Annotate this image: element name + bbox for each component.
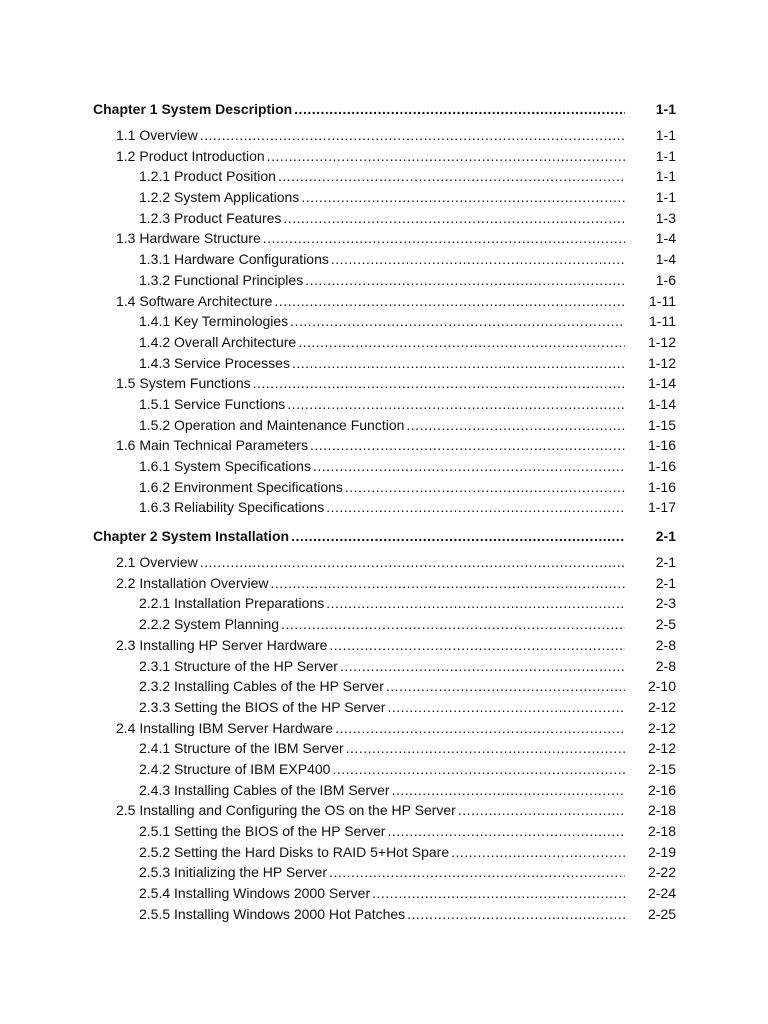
toc-entry-row (139, 759, 625, 780)
toc-entry-row (139, 249, 625, 270)
dot-leader (290, 311, 625, 332)
toc-entry-title: 2.2.2 System Planning (139, 616, 280, 633)
toc-entry-row (139, 883, 625, 904)
toc-entry-title: 2.5.2 Setting the Hard Disks to RAID 5+Hot Spare (139, 843, 450, 860)
toc-entry[interactable] (0, 821, 768, 842)
toc-entry[interactable] (0, 697, 768, 718)
toc-entry-title: 2.3 Installing HP Server Hardware (116, 636, 328, 653)
toc-entry[interactable] (0, 552, 768, 573)
toc-entry-title: 1.5.1 Service Functions (139, 395, 286, 412)
toc-entry-page-number: 1-11 (649, 313, 676, 330)
toc-entry-title: 1.3.2 Functional Principles (139, 271, 304, 288)
toc-entry-page-number: 2-10 (647, 678, 676, 695)
toc-entry-page-number: 1-12 (647, 354, 676, 371)
toc-entry-title: 2.3.1 Structure of the HP Server (139, 657, 338, 674)
toc-entry-row (116, 635, 625, 656)
toc-entry-row (139, 477, 625, 498)
toc-entry-row (139, 311, 625, 332)
toc-entry-row (139, 497, 625, 518)
toc-entry-row (139, 415, 625, 436)
toc-entry-row (116, 228, 625, 249)
toc-entry-title: 1.2.3 Product Features (139, 209, 282, 226)
toc-entry[interactable] (0, 270, 768, 291)
toc-entry-title: 1.4.2 Overall Architecture (139, 333, 297, 350)
toc-entry-page-number: 1-16 (647, 437, 676, 454)
dot-leader (253, 373, 625, 394)
toc-entry-page-number: 2-18 (647, 823, 676, 839)
toc-entry-row (116, 146, 625, 167)
toc-entry-title: 2.4.1 Structure of the IBM Server (139, 740, 344, 757)
toc-entry-title: 2.1 Overview (116, 554, 198, 571)
toc-entry[interactable] (0, 759, 768, 780)
toc-entry-page-number: 1-1 (655, 189, 676, 206)
dot-leader (292, 353, 625, 374)
toc-entry-row (116, 125, 625, 146)
toc-entry-row (139, 656, 625, 677)
toc-entry-page-number: 2-18 (647, 802, 676, 819)
toc-entry-page-number: 1-16 (647, 478, 676, 495)
toc-entry-row (139, 738, 625, 759)
dot-leader (287, 394, 625, 415)
toc-entry-title: Chapter 1 System Description (93, 101, 293, 117)
toc-entry[interactable] (0, 656, 768, 677)
toc-entry[interactable] (0, 614, 768, 635)
toc-entry-row (93, 525, 625, 547)
toc-entry-title: 2.5.4 Installing Windows 2000 Server (139, 885, 371, 902)
toc-entry-title: 1.5 System Functions (116, 375, 251, 392)
toc-entry-row (139, 862, 625, 883)
dot-leader (298, 332, 625, 353)
toc-entry[interactable] (0, 415, 768, 436)
toc-entry-page-number: 1-11 (649, 292, 676, 309)
toc-entry-title: 2.4.3 Installing Cables of the IBM Server (139, 781, 390, 798)
dot-leader (332, 759, 625, 780)
toc-entry[interactable] (0, 883, 768, 904)
dot-leader (326, 497, 625, 518)
toc-entry-row (139, 780, 625, 801)
toc-entry-page-number: 1-3 (655, 209, 676, 226)
toc-entry-page-number: 2-8 (655, 636, 676, 653)
toc-entry[interactable] (0, 311, 768, 332)
toc-entry-title: 1.3 Hardware Structure (116, 230, 261, 247)
dot-leader (267, 146, 625, 167)
toc-entry[interactable] (0, 842, 768, 863)
toc-entry[interactable] (0, 166, 768, 187)
toc-entry-row (116, 373, 625, 394)
table-of-contents (0, 98, 768, 924)
toc-entry-title: 2.5.5 Installing Windows 2000 Hot Patches (139, 905, 406, 922)
dot-leader (281, 614, 625, 635)
toc-entry-row (139, 166, 625, 187)
dot-leader (335, 718, 625, 739)
toc-entry-row (139, 904, 625, 925)
dot-leader (387, 821, 625, 842)
dot-leader (294, 98, 625, 120)
toc-entry-page-number: 1-4 (655, 230, 676, 247)
dot-leader (200, 125, 625, 146)
toc-entry[interactable] (0, 862, 768, 883)
toc-entry-page-number: 2-1 (655, 528, 676, 545)
toc-entry-row (139, 187, 625, 208)
toc-entry-page-number: 1-15 (647, 416, 676, 433)
dot-leader (329, 862, 625, 883)
dot-leader (346, 738, 625, 759)
toc-entry-page-number: 1-6 (655, 271, 676, 288)
toc-entry-title: 1.5.2 Operation and Maintenance Function (139, 416, 405, 433)
dot-leader (458, 800, 625, 821)
toc-entry-title: 2.2 Installation Overview (116, 574, 269, 591)
toc-entry-row (116, 552, 625, 573)
toc-entry-page-number: 1-16 (647, 458, 676, 474)
toc-entry-row (93, 98, 625, 120)
toc-entry-page-number: 2-5 (655, 616, 676, 633)
toc-entry-row (139, 208, 625, 229)
toc-entry-page-number: 1-1 (655, 101, 676, 117)
toc-entry[interactable] (0, 228, 768, 249)
toc-entry-title: 2.4 Installing IBM Server Hardware (116, 719, 334, 736)
toc-entry[interactable] (0, 800, 768, 821)
toc-entry[interactable] (0, 353, 768, 374)
dot-leader (278, 166, 625, 187)
toc-entry[interactable] (0, 593, 768, 614)
toc-entry-page-number: 2-15 (647, 760, 676, 777)
dot-leader (406, 415, 625, 436)
toc-entry-row (116, 718, 625, 739)
toc-entry[interactable] (0, 373, 768, 394)
toc-entry-title: 2.2.1 Installation Preparations (139, 595, 325, 612)
dot-leader (200, 552, 625, 573)
toc-entry-row (139, 697, 625, 718)
toc-entry-row (139, 821, 625, 842)
toc-entry-title: 1.6 Main Technical Parameters (116, 437, 308, 454)
dot-leader (274, 291, 625, 312)
dot-leader (451, 842, 625, 863)
toc-entry-page-number: 1-1 (655, 127, 676, 143)
toc-entry[interactable] (0, 249, 768, 270)
toc-entry[interactable] (0, 291, 768, 312)
toc-entry-page-number: 1-17 (647, 499, 676, 516)
toc-entry-title: 2.4.2 Structure of IBM EXP400 (139, 760, 331, 777)
toc-entry[interactable] (0, 738, 768, 759)
toc-entry-row (139, 456, 625, 477)
toc-entry-title: 1.6.2 Environment Specifications (139, 478, 343, 495)
toc-entry-page-number: 1-4 (655, 251, 676, 268)
toc-entry[interactable] (0, 208, 768, 229)
toc-chapter-entry[interactable] (0, 525, 768, 547)
toc-entry-page-number: 1-14 (647, 395, 676, 412)
toc-entry-page-number: 2-3 (655, 595, 676, 612)
dot-leader (372, 883, 625, 904)
dot-leader (331, 249, 625, 270)
dot-leader (329, 635, 625, 656)
toc-entry-title: 2.3.3 Setting the BIOS of the HP Server (139, 698, 386, 715)
dot-leader (305, 270, 625, 291)
toc-entry[interactable] (0, 187, 768, 208)
toc-entry-title: 2.3.2 Installing Cables of the HP Server (139, 678, 384, 695)
toc-entry-title: 1.1 Overview (116, 127, 198, 143)
toc-entry-row (116, 800, 625, 821)
toc-entry[interactable] (0, 456, 768, 477)
toc-entry-page-number: 2-1 (655, 554, 676, 571)
toc-entry[interactable] (0, 635, 768, 656)
toc-entry-title: 1.4.3 Service Processes (139, 354, 290, 371)
dot-leader (386, 676, 625, 697)
toc-entry-page-number: 1-1 (655, 168, 676, 185)
toc-entry-row (139, 614, 625, 635)
toc-entry-title: 1.2.2 System Applications (139, 189, 300, 206)
toc-entry-row (116, 573, 625, 594)
toc-entry-page-number: 2-22 (647, 864, 676, 881)
dot-leader (340, 656, 625, 677)
dot-leader (283, 208, 625, 229)
toc-entry-title: Chapter 2 System Installation (93, 528, 290, 545)
toc-entry-title: 1.6.3 Reliability Specifications (139, 499, 325, 516)
dot-leader (301, 187, 625, 208)
dot-leader (407, 904, 625, 925)
toc-entry-page-number: 2-16 (647, 781, 676, 798)
toc-entry-title: 1.4 Software Architecture (116, 292, 273, 309)
toc-entry-row (116, 291, 625, 312)
toc-entry-page-number: 1-1 (655, 147, 676, 164)
toc-entry[interactable] (0, 435, 768, 456)
toc-entry[interactable] (0, 904, 768, 925)
toc-entry[interactable] (0, 332, 768, 353)
toc-entry-row (139, 593, 625, 614)
toc-entry[interactable] (0, 125, 768, 146)
toc-entry-title: 1.2 Product Introduction (116, 147, 265, 164)
dot-leader (313, 456, 625, 477)
toc-entry[interactable] (0, 780, 768, 801)
dot-leader (387, 697, 625, 718)
toc-entry-title: 2.5 Installing and Configuring the OS on the HP Server (116, 802, 456, 819)
toc-entry-row (139, 394, 625, 415)
toc-entry-page-number: 2-1 (655, 574, 676, 591)
toc-entry-row (139, 842, 625, 863)
toc-entry[interactable] (0, 477, 768, 498)
toc-entry[interactable] (0, 676, 768, 697)
dot-leader (310, 435, 625, 456)
toc-chapter-entry[interactable] (0, 98, 768, 120)
toc-entry-page-number: 2-12 (647, 719, 676, 736)
toc-entry-page-number: 1-14 (647, 375, 676, 392)
toc-entry-page-number: 2-19 (647, 843, 676, 860)
toc-entry[interactable] (0, 573, 768, 594)
dot-leader (291, 525, 625, 547)
dot-leader (392, 780, 625, 801)
toc-entry-title: 1.2.1 Product Position (139, 168, 276, 185)
toc-entry-row (139, 332, 625, 353)
dot-leader (263, 228, 625, 249)
toc-entry-row (139, 353, 625, 374)
toc-entry-title: 1.6.1 System Specifications (139, 458, 311, 474)
toc-entry-row (116, 435, 625, 456)
dot-leader (326, 593, 625, 614)
toc-entry-page-number: 1-12 (647, 333, 676, 350)
toc-entry[interactable] (0, 146, 768, 167)
toc-entry[interactable] (0, 497, 768, 518)
toc-entry-page-number: 2-12 (647, 698, 676, 715)
toc-entry-page-number: 2-12 (647, 740, 676, 757)
toc-entry-title: 2.5.3 Initializing the HP Server (139, 864, 328, 881)
toc-entry-title: 2.5.1 Setting the BIOS of the HP Server (139, 823, 386, 839)
toc-entry-page-number: 2-24 (647, 885, 676, 902)
dot-leader (345, 477, 625, 498)
toc-entry-title: 1.3.1 Hardware Configurations (139, 251, 329, 268)
toc-entry-row (139, 270, 625, 291)
toc-entry-page-number: 2-25 (647, 905, 676, 922)
toc-entry-title: 1.4.1 Key Terminologies (139, 313, 289, 330)
toc-entry-row (139, 676, 625, 697)
toc-entry[interactable] (0, 718, 768, 739)
dot-leader (271, 573, 625, 594)
toc-entry[interactable] (0, 394, 768, 415)
toc-entry-page-number: 2-8 (655, 657, 676, 674)
